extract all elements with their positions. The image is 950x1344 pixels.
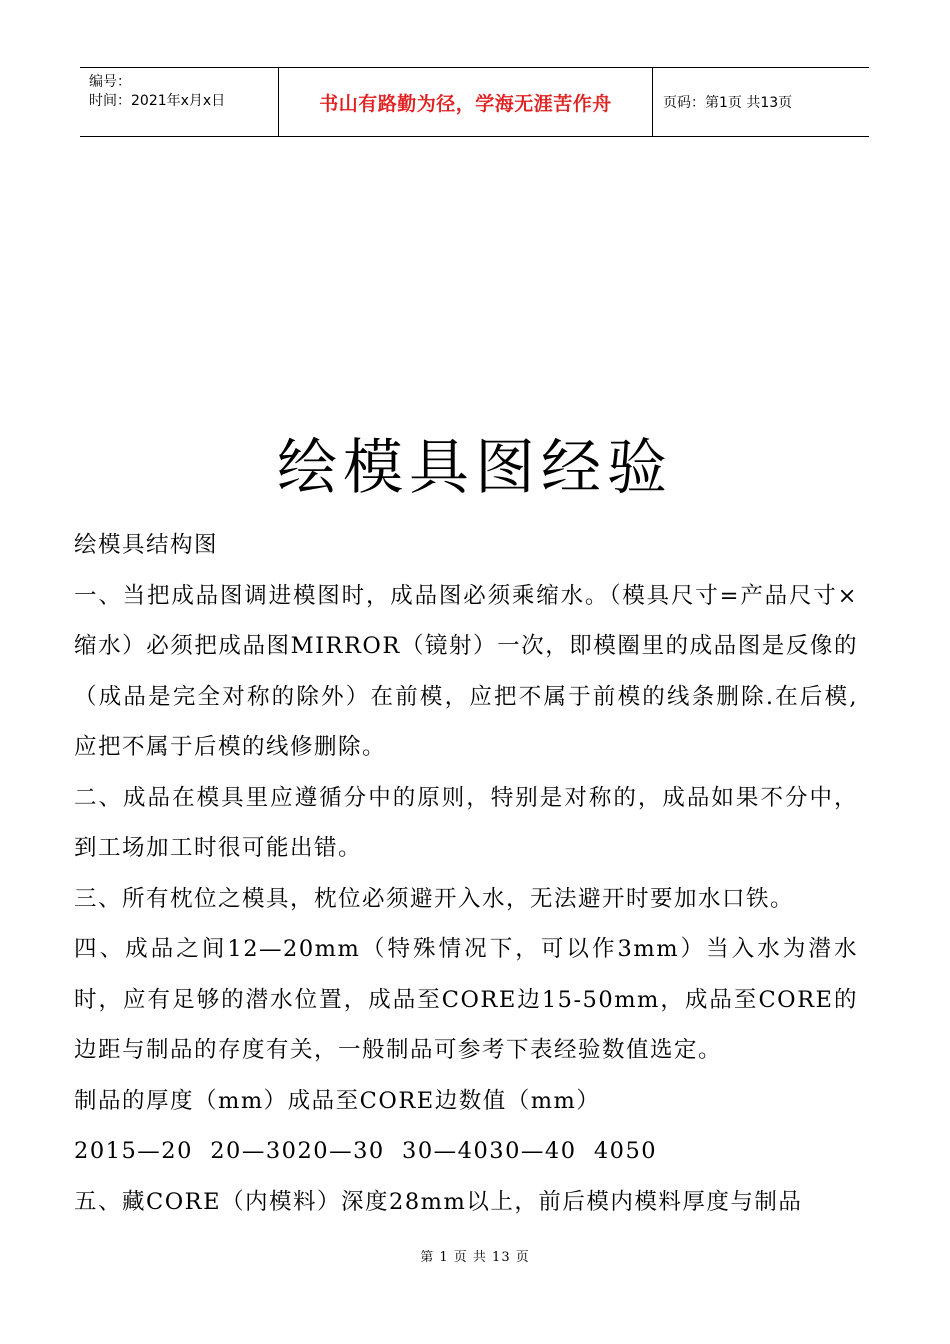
paragraph: 2015—20 20—3020—30 30—4030—40 4050 — [74, 1138, 658, 1164]
page-info: 页码：第1页 共13页 — [663, 95, 793, 111]
paragraph: 四、成品之间12—20mm（特殊情况下，可以作3mm）当入水为潜水时，应有足够的潜水位置，成品至CORE边15-50mm，成品至CORE的边距与制品的存度有关，一般制品可参考下表经验数值选定。 — [74, 936, 858, 1063]
document-title: 绘模具图经验 — [277, 433, 673, 503]
header-table — [80, 67, 869, 137]
paragraph: 制品的厚度（mm）成品至CORE边数值（mm） — [74, 1087, 601, 1114]
paragraph: 绘模具结构图 — [74, 532, 219, 558]
paragraph: 二、成品在模具里应遵循分中的原则，特别是对称的，成品如果不分中，到工场加工时很可能出错。 — [74, 784, 858, 861]
date-line: 时间：2021年x月x日 — [89, 93, 226, 109]
page-footer: 第 1 页 共 13 页 — [420, 1250, 530, 1265]
header-left-cell — [80, 68, 279, 136]
paragraph: 三、所有枕位之模具，枕位必须避开入水，无法避开时要加水口铁。 — [74, 885, 795, 912]
document-body — [74, 520, 858, 1227]
number-label: 编号： — [89, 74, 131, 90]
paragraph: 五、藏CORE（内模料）深度28mm以上，前后模内模料厚度与制品 — [74, 1188, 803, 1215]
motto: 书山有路勤为径，学海无涯苦作舟 — [279, 68, 653, 136]
paragraph: 一、当把成品图调进模图时，成品图必须乘缩水。（模具尺寸=产品尺寸×缩水）必须把成品图MIRROR（镜射）一次，即模圈里的成品图是反像的（成品是完全对称的除外）在前模，应把不属于前模的线条删除.在后模,应把不属于后模的线修删除。 — [74, 582, 858, 760]
